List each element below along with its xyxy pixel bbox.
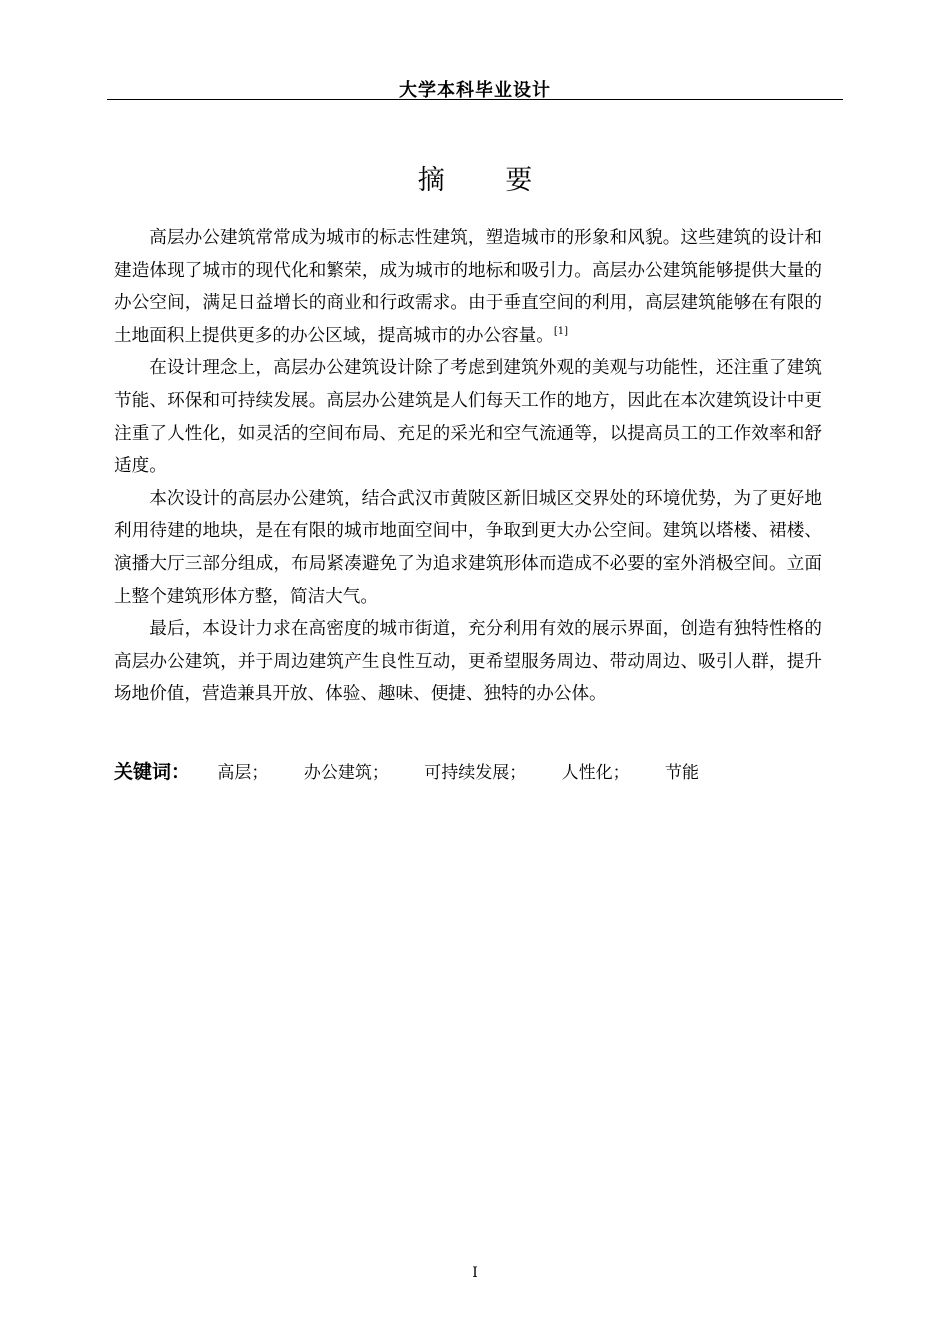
- keyword-item: 人性化；: [561, 763, 630, 783]
- keywords-label: 关键词：: [114, 761, 191, 783]
- running-header-title: 大学本科毕业设计: [399, 80, 551, 101]
- abstract-heading: 摘 要: [417, 165, 559, 196]
- abstract-paragraph-3: 本次设计的高层办公建筑，结合武汉市黄陂区新旧城区交界处的环境优势，为了更好地利用待建的地块，是在有限的城市地面空间中，争取到更大办公空间。建筑以塔楼、裙楼、演播大厅三部分组成，布局紧凑避免了为追求建筑形体而造成不必要的室外消极空间。立面上整个建筑形体方整，简洁大气。: [114, 488, 822, 607]
- keyword-item: 可持续发展；: [424, 763, 527, 783]
- page-number: I: [472, 1265, 478, 1281]
- header-divider: [107, 99, 843, 100]
- abstract-paragraph-1: [114, 222, 822, 352]
- keywords-line: [114, 756, 822, 789]
- citation-ref: [1]: [553, 325, 569, 337]
- paragraph-text: 高层办公建筑常常成为城市的标志性建筑，塑造城市的形象和风貌。这些建筑的设计和建造体现了城市的现代化和繁荣，成为城市的地标和吸引力。高层办公建筑能够提供大量的办公空间，满足日益增长的商业和行政需求。由于垂直空间的利用，高层建筑能够在有限的土地面积上提供更多的办公区域，提高城市的办公容量。: [114, 228, 822, 346]
- abstract-paragraph-4: 最后，本设计力求在高密度的城市街道，充分利用有效的展示界面，创造有独特性格的高层办公建筑，并于周边建筑产生良性互动，更希望服务周边、带动周边、吸引人群，提升场地价值，营造兼具开放、体验、趣味、便捷、独特的办公体。: [114, 619, 822, 705]
- keyword-item: 办公建筑；: [303, 763, 389, 783]
- abstract-paragraph-2: 在设计理念上，高层办公建筑设计除了考虑到建筑外观的美观与功能性，还注重了建筑节能、环保和可持续发展。高层办公建筑是人们每天工作的地方，因此在本次建筑设计中更注重了人性化，如灵活的空间布局、充足的采光和空气流通等，以提高员工的工作效率和舒适度。: [114, 358, 822, 477]
- keyword-item: 节能: [665, 763, 700, 783]
- keyword-item: 高层；: [217, 763, 269, 783]
- abstract-body: [114, 222, 822, 711]
